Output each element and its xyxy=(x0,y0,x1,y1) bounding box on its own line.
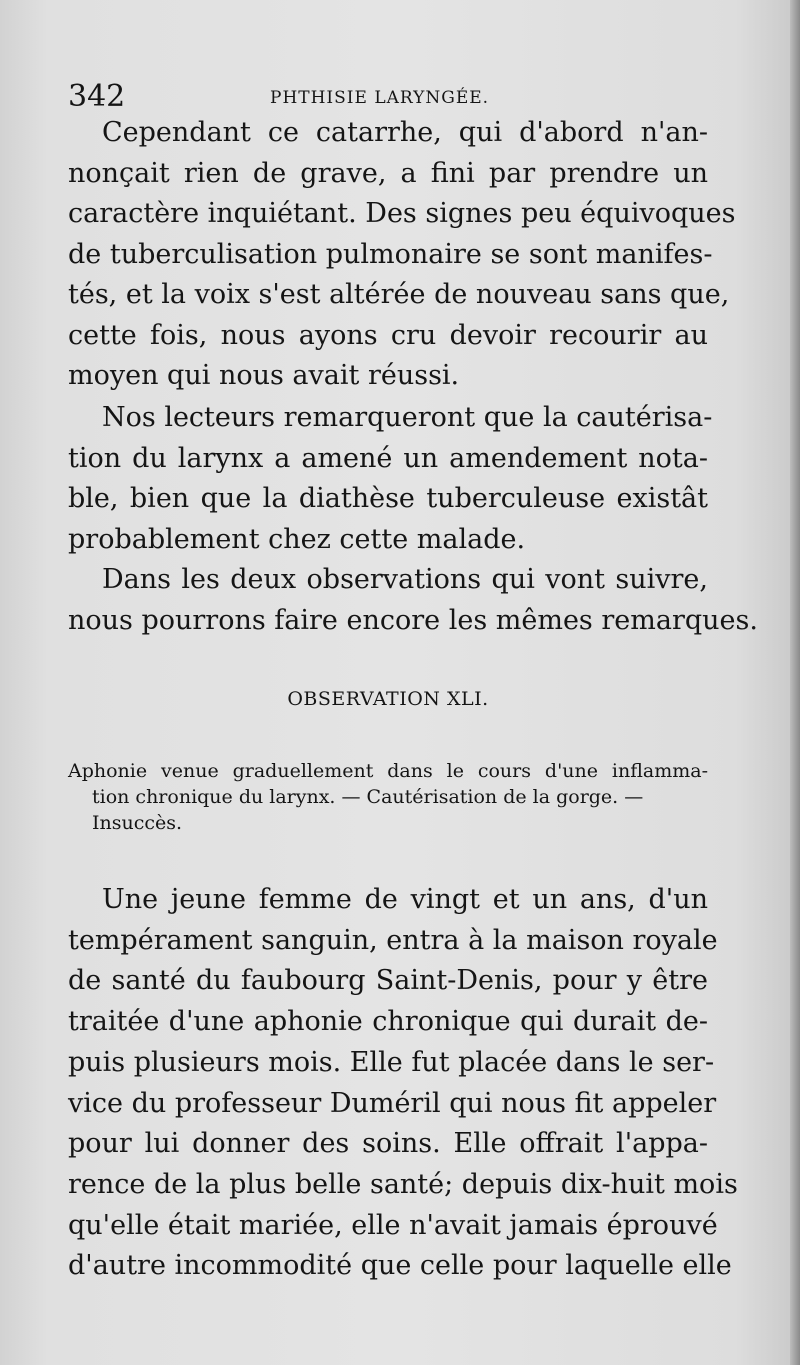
text-line: de santé du faubourg Saint-Denis, pour y être xyxy=(68,965,708,997)
text-line: pour lui donner des soins. Elle offrait l'appa- xyxy=(68,1128,708,1160)
text-line: cette fois, nous ayons cru devoir recourir au xyxy=(68,319,708,351)
paragraph-4 xyxy=(68,880,738,1287)
page-edge-shadow xyxy=(790,0,800,1365)
text-line: Une jeune femme de vingt et un ans, d'un xyxy=(102,884,708,915)
paragraph-3 xyxy=(68,560,758,641)
text-line: traitée d'une aphonie chronique qui durait de- xyxy=(68,1006,708,1038)
running-title: PHTHISIE LARYNGÉE. xyxy=(270,88,490,108)
summary-line: Aphonie venue graduellement dans le cours d'une inflamma- xyxy=(68,760,708,782)
text-line: Cependant ce catarrhe, qui d'abord n'an- xyxy=(102,117,708,148)
running-head xyxy=(68,80,708,114)
paragraph-1 xyxy=(68,113,736,397)
text-line: caractère inquiétant. Des signes peu équivoques xyxy=(68,198,736,229)
text-line: nonçait rien de grave, a fini par prendre un xyxy=(68,157,708,189)
text-line: Dans les deux observations qui vont suivre, xyxy=(102,564,708,595)
text-line: probablement chez cette malade. xyxy=(68,523,526,555)
text-line: nous pourrons faire encore les mêmes remarques. xyxy=(68,604,758,636)
text-line: tion du larynx a amené un amendement nota- xyxy=(68,442,708,474)
page-number: 342 xyxy=(68,79,126,114)
text-line: puis plusieurs mois. Elle fut placée dans le ser- xyxy=(68,1046,715,1078)
text-line: ble, bien que la diathèse tuberculeuse existât xyxy=(68,483,708,514)
text-line: d'autre incommodité que celle pour laquelle elle xyxy=(68,1250,732,1282)
text-line: moyen qui nous avait réussi. xyxy=(68,360,460,391)
summary-line: Insuccès. xyxy=(92,812,183,834)
text-line: Nos lecteurs remarqueront que la cautérisa- xyxy=(102,402,713,433)
text-line: rence de la plus belle santé; depuis dix-huit mois xyxy=(68,1168,738,1200)
observation-summary xyxy=(68,758,708,836)
text-line: tempérament sanguin, entra à la maison royale xyxy=(68,924,718,956)
text-line: qu'elle était mariée, elle n'avait jamais éprouvé xyxy=(68,1209,718,1241)
text-line: vice du professeur Duméril qui nous fit appeler xyxy=(68,1087,717,1119)
paragraph-2 xyxy=(68,398,713,560)
text-line: de tuberculisation pulmonaire se sont manifes- xyxy=(68,238,713,270)
text-line: tés, et la voix s'est altérée de nouveau sans que, xyxy=(68,279,730,310)
section-heading: OBSERVATION XLI. xyxy=(287,688,489,710)
summary-line: tion chronique du larynx. — Cautérisation de la gorge. — xyxy=(92,786,644,808)
